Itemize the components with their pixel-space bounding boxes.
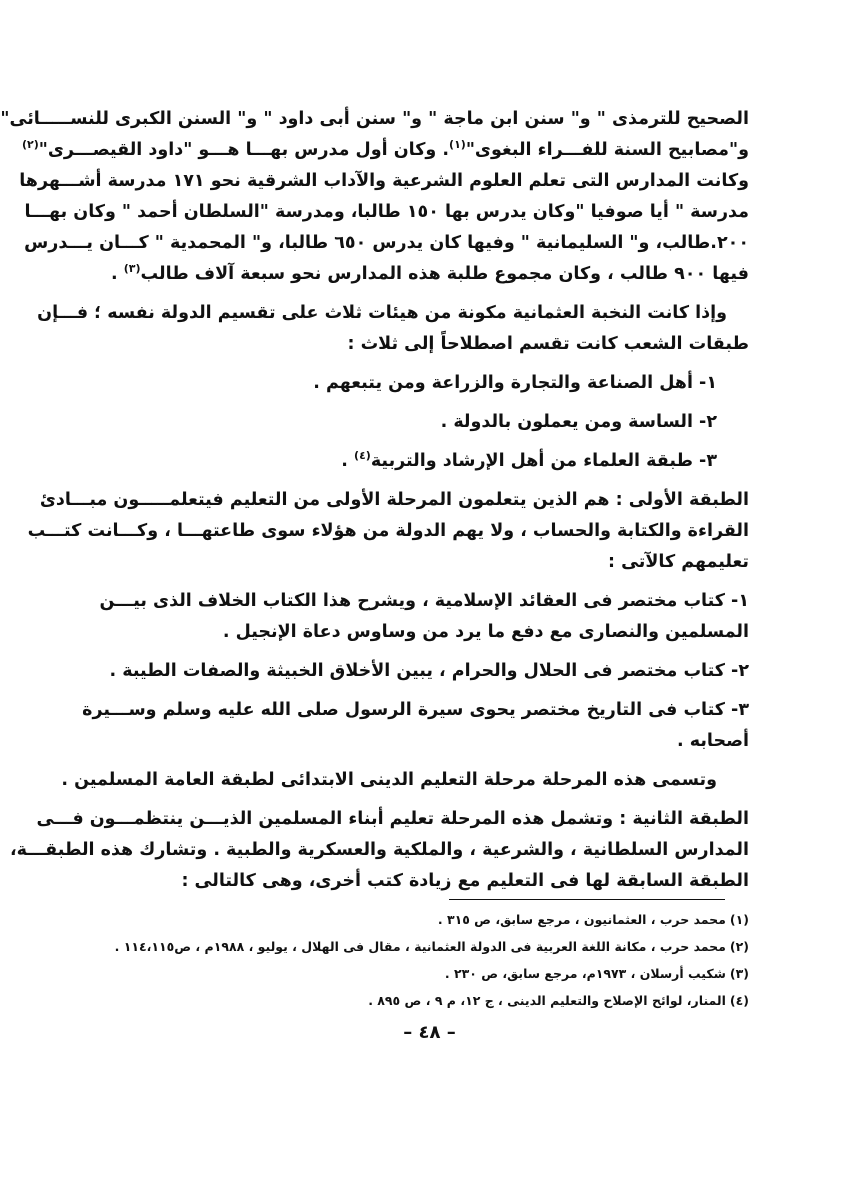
text-line: المدارس السلطانية ، والشرعية ، والملكية والعسكرية والطبية . وتشارك هذه الطبقـــة، xyxy=(9,840,749,860)
list-item: ٢- كتاب مختصر فى الحلال والحرام ، يبين الأخلاق الخبيثة والصفات الطيبة . xyxy=(109,661,749,681)
page-number: – ٤٨ – xyxy=(403,1022,456,1043)
text-line: وكانت المدارس التى تعلم العلوم الشرعية والآداب الشرقية نحو ١٧١ مدرسة أشـــهرها xyxy=(19,171,749,191)
footnote-item: (١)محمد حرب ، العثمانيون ، مرجع سابق، ص ٣١٥ . xyxy=(111,906,749,933)
footnote-ref[interactable]: (٤) xyxy=(354,449,371,463)
classes-list xyxy=(111,368,749,477)
text-line: طبقات الشعب كانت تقسم اصطلاحاً إلى ثلاث : xyxy=(347,334,749,354)
list-item: ٣- طبقة العلماء من أهل الإرشاد والتربية$^{(٤)}$ . xyxy=(341,449,717,471)
paragraph-first-class xyxy=(27,485,749,578)
footnote-item: (٣)شكيب أرسلان ، ١٩٧٣م، مرجع سابق، ص ٢٣٠ . xyxy=(111,960,749,987)
text-line: وإذا كانت النخبة العثمانية مكونة من هيئات ثلاث على تقسيم الدولة نفسه ؛ فـــإن xyxy=(37,303,727,323)
text-line: و"مصابيح السنة للفـــراء البغوى"$^{(١)}$. وكان أول مدرس بهـــا هـــو "داود القيصـــرى"$^{(٢)}$ xyxy=(21,138,749,160)
list-item: ١- أهل الصناعة والتجارة والزراعة ومن يتبعهم . xyxy=(313,373,717,393)
footnote-ref[interactable]: (٢) xyxy=(21,138,39,152)
footnote-number: (١) xyxy=(729,912,749,927)
list-item: ٢- الساسة ومن يعملون بالدولة . xyxy=(440,412,717,432)
text-line: الطبقة الثانية : وتشمل هذه المرحلة تعليم أبناء المسلمين الذيـــن ينتظمـــون فـــى xyxy=(36,809,749,829)
books-list xyxy=(82,586,749,757)
footnote-divider xyxy=(449,899,725,900)
text-line: تعليمهم كالآتى : xyxy=(608,552,749,572)
footnote-ref[interactable]: (١) xyxy=(449,138,466,152)
stage-note: وتسمى هذه المرحلة مرحلة التعليم الدينى الابتدائى لطبقة العامة المسلمين . xyxy=(61,770,717,790)
footnote-number: (٣) xyxy=(729,966,749,981)
list-item: ٣- كتاب فى التاريخ مختصر يحوى سيرة الرسول صلى الله عليه وسلم وســـيرة xyxy=(82,700,749,720)
text-line: ٢٠٠.طالب، و" السليمانية " وفيها كان يدرس ٦٥٠ طالبا، و" المحمدية " كـــان يـــدرس xyxy=(24,233,749,253)
list-item: ١- كتاب مختصر فى العقائد الإسلامية ، ويشرح هذا الكتاب الخلاف الذى بيـــن xyxy=(99,591,749,611)
footnote-item: (٢)محمد حرب ، مكانة اللغة العربية فى الدولة العثمانية ، مقال فى الهلال ، يوليو ، ١٩٨٨م ، ص١١٤،١١٥ . xyxy=(111,933,749,960)
text-line: الطبقة السابقة لها فى التعليم مع زيادة كتب أخرى، وهى كالتالى : xyxy=(181,871,749,891)
page-body xyxy=(0,104,749,897)
paragraph-schools xyxy=(0,104,749,290)
list-item-continuation: أصحابه . xyxy=(676,731,749,751)
footnote-item: (٤)المنار، لوائح الإصلاح والتعليم الدينى ، ج ١٢، م ٩ ، ص ٨٩٥ . xyxy=(111,987,749,1014)
text-line: القراءة والكتابة والحساب ، ولا يهم الدولة من هؤلاء سوى طاعتهـــا ، وكـــانت كتـــب xyxy=(27,521,749,541)
text-line: مدرسة " أيا صوفيا "وكان يدرس بها ١٥٠ طالبا، ومدرسة "السلطان أحمد " وكان بهـــا xyxy=(24,202,749,222)
paragraph-classes-intro xyxy=(37,298,749,360)
footnote-ref[interactable]: (٣) xyxy=(123,262,141,276)
footnote-number: (٢) xyxy=(729,939,749,954)
footnote-number: (٤) xyxy=(729,993,749,1008)
text-line: الطبقة الأولى : هم الذين يتعلمون المرحلة الأولى من التعليم فيتعلمـــــون مبـــادئ xyxy=(39,490,749,510)
section-term: الطبقة الثانية : xyxy=(619,809,749,829)
footnotes xyxy=(111,906,749,1014)
text-line: الصحيح للترمذى " و" سنن ابن ماجة " و" سنن أبى داود " و" السنن الكبرى للنســـــائى" xyxy=(0,109,749,129)
list-item-continuation: المسلمين والنصارى مع دفع ما يرد من وساوس دعاة الإنجيل . xyxy=(222,622,749,642)
text-line: فيها ٩٠٠ طالب ، وكان مجموع طلبة هذه المدارس نحو سبعة آلاف طالب$^{(٣)}$ . xyxy=(111,262,749,284)
section-term: الطبقة الأولى : xyxy=(615,490,749,510)
paragraph-second-class xyxy=(9,804,749,897)
